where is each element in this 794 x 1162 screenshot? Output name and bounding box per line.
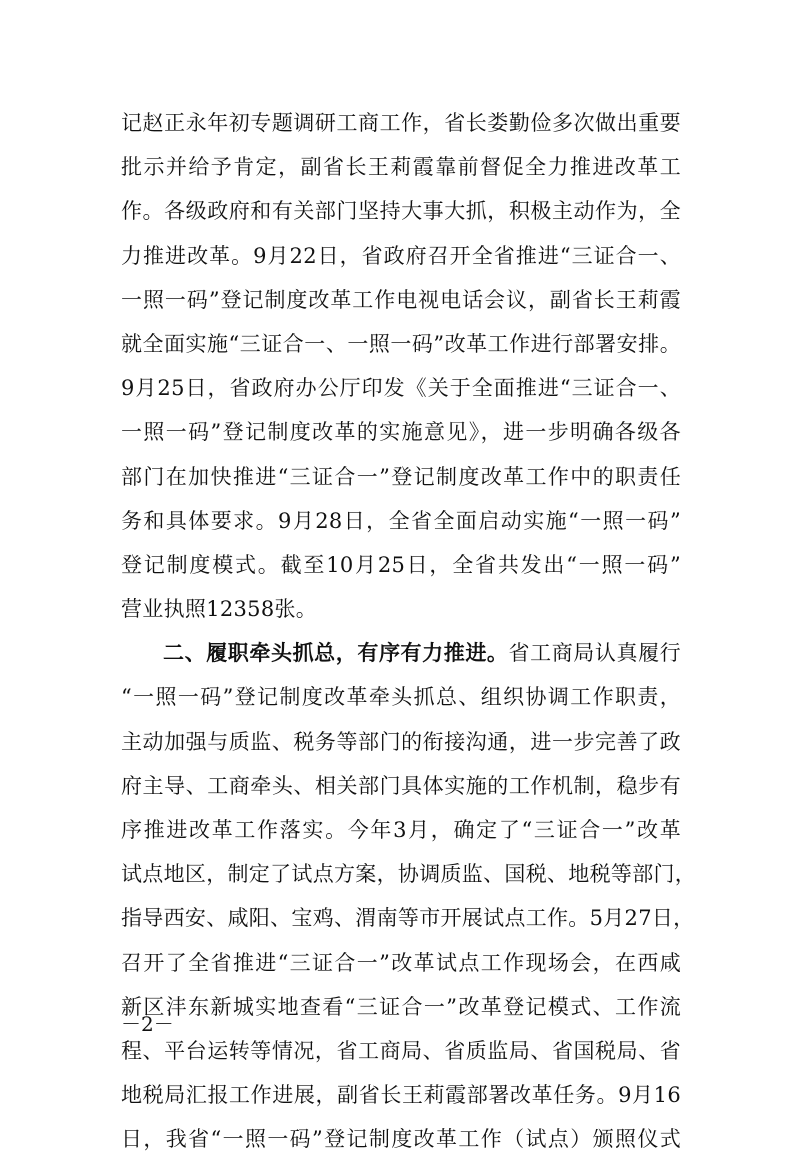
- text-line: 日，我省“一照一码”登记制度改革工作（试点）颁照仪式: [121, 1127, 681, 1152]
- text-line: “一照一码”登记制度改革牵头抓总、组织协调工作职责，: [121, 685, 681, 710]
- text-line: 批示并给予肯定，副省长王莉霞靠前督促全力推进改革工: [121, 155, 681, 180]
- text-line: 部门在加快推进“三证合一”登记制度改革工作中的职责任: [121, 464, 681, 489]
- text-line: 一照一码”登记制度改革工作电视电话会议，副省长王莉霞: [121, 287, 681, 312]
- text-line-continuation: 省工商局认真履行: [508, 641, 681, 666]
- text-line: 营业执照12358张。: [121, 597, 318, 622]
- text-line: 力推进改革。9月22日，省政府召开全省推进“三证合一、: [121, 243, 681, 268]
- text-line: 试点地区，制定了试点方案，协调质监、国税、地税等部门，: [121, 862, 697, 887]
- page-number: －2－: [121, 1012, 174, 1036]
- text-line: 序推进改革工作落实。今年3月，确定了“三证合一”改革: [121, 818, 681, 842]
- text-line: 务和具体要求。9月28日，全省全面启动实施“一照一码”: [121, 508, 681, 533]
- section-heading: 二、履职牵头抓总，有序有力推进。: [163, 640, 509, 666]
- text-line: 一照一码”登记制度改革的实施意见》，进一步明确各级各: [121, 420, 681, 445]
- text-line: 召开了全省推进“三证合一”改革试点工作现场会，在西咸: [121, 950, 681, 975]
- text-line: 主动加强与质监、税务等部门的衔接沟通，进一步完善了政: [121, 729, 681, 754]
- text-line: 新区沣东新城实地查看“三证合一”改革登记模式、工作流: [121, 994, 681, 1019]
- text-line: 程、平台运转等情况，省工商局、省质监局、省国税局、省: [121, 1038, 681, 1063]
- text-line: 指导西安、咸阳、宝鸡、渭南等市开展试点工作。5月27日，: [121, 906, 695, 931]
- text-line: 府主导、工商牵头、相关部门具体实施的工作机制，稳步有: [121, 773, 681, 798]
- body-text: [121, 101, 697, 1162]
- text-line: 就全面实施“三证合一、一照一码”改革工作进行部署安排。: [121, 331, 681, 356]
- text-line: 作。各级政府和有关部门坚持大事大抓，积极主动作为，全: [121, 199, 681, 224]
- text-line: 9月25日，省政府办公厅印发《关于全面推进“三证合一、: [121, 376, 681, 401]
- text-line: 记赵正永年初专题调研工商工作，省长娄勤俭多次做出重要: [121, 111, 681, 135]
- section-heading-line: [121, 631, 681, 675]
- text-line: 地税局汇报工作进展，副省长王莉霞部署改革任务。9月16: [121, 1083, 681, 1108]
- text-line: 登记制度模式。截至10月25日，全省共发出“一照一码”: [121, 552, 681, 577]
